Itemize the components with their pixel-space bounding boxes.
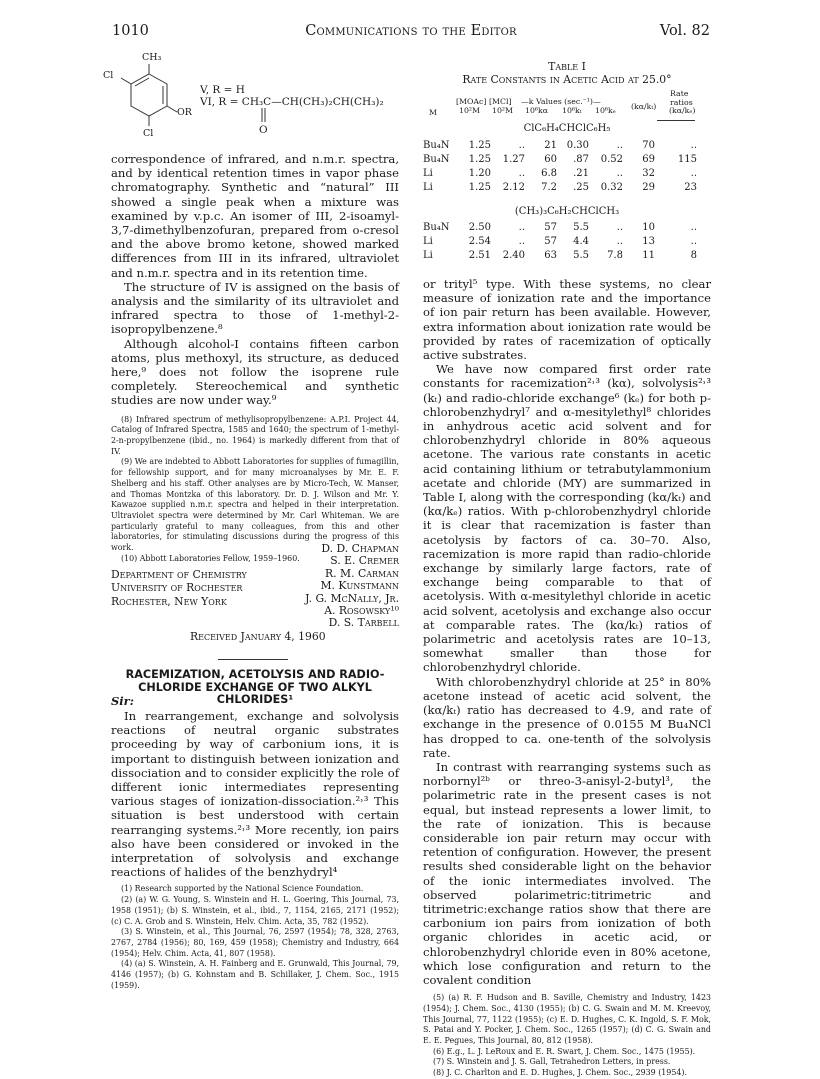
table-cell: 21 xyxy=(544,140,557,151)
table-cell: 32 xyxy=(642,168,655,179)
m-header: M xyxy=(429,108,437,117)
chloro-left-label: Cl xyxy=(103,70,114,81)
table-cell: 1.27 xyxy=(502,154,525,165)
paragraph: correspondence of infrared, and n.m.r. spectra, and by identical retention times in vapor phase chromatography. Synthetic and “natural” III showed a single peak when a mixture was examined by v.p.c. An isomer of III, 2-isoamyl-3,7-dimethylbenzofuran, prepared from o-cresol and the above bromo ketone, showed marked differences from III in its infrared, ultraviolet and n.m.r. spectra and in its retention time. xyxy=(111,152,399,280)
table-row xyxy=(423,250,711,263)
k-values-header: —k Values (sec.⁻¹)— xyxy=(521,97,601,106)
ratio-alpha-e-header: (kα/kₑ) xyxy=(669,106,696,115)
table-cell: .. xyxy=(616,236,623,247)
k-t-header: 10⁶kₜ xyxy=(562,106,582,115)
paragraph: The structure of IV is assigned on the basis of analysis and the similarity of its ultraviolet and infrared spectra to those of 1-methyl-2-isopropylbenzene.⁸ xyxy=(111,279,399,337)
table-cell: 2.54 xyxy=(468,236,491,247)
table-caption: Rate Constants in Acetic Acid at 25.0° xyxy=(462,73,672,86)
page-number: 1010 xyxy=(112,23,149,39)
affiliation xyxy=(111,568,247,608)
author-name: R. M. Carman xyxy=(325,566,399,580)
left-column xyxy=(111,152,399,568)
table-cell: 70 xyxy=(642,140,655,151)
paragraph: In rearrangement, exchange and solvolysis reactions of neutral organic substrates proceeding by way of carbonium ions, it is important to distinguish between ionization and dissociation and to consider explicitly the role of different ionic intermediates representing various stages of ionization-dissociation.²˒³ This situation is best understood with certain rearranging systems.²˒³ More recently, ion pairs also have been considered or invoked in the interpretation of solvolysis and exchange reactions of halides of the benzhydryl⁴ xyxy=(111,709,399,880)
header-rule xyxy=(657,120,695,121)
table-cell: 2.12 xyxy=(502,182,525,193)
carbonyl-oxygen-label: O xyxy=(259,124,268,136)
paragraph: Although alcohol-I contains fifteen carbon atoms, plus methoxyl, its structure, as deduced here,⁹ does not follow the isoprene rule completely. Stereochemical and synthetic studies are now under way.⁹ xyxy=(111,336,399,408)
table-cell: 60 xyxy=(544,154,557,165)
footnote: (6) E.g., L. J. LeRoux and E. R. Swart, J. Chem. Soc., 1475 (1955). xyxy=(433,1046,696,1056)
table-cell: .. xyxy=(690,140,697,151)
table-row xyxy=(423,222,711,235)
compound-vi-label: VI, R = CH₃C—CH(CH₃)₂CH(CH₃)₂ xyxy=(200,96,384,108)
table-cell: 13 xyxy=(642,236,655,247)
table-cell: 2.51 xyxy=(468,250,491,261)
table-cell: 1.25 xyxy=(468,154,491,165)
author-name: D. S. Tarbell xyxy=(328,616,399,630)
paragraph: In contrast with rearranging systems such as norbornyl²ᵇ or threo-3-anisyl-2-butyl³, the polarimetric rate in the present cases is not equal, but instead represents a lower limit, to the rate of ionization. This is because considerable ion pair return may occur with retention of configuration. However, the present results shed considerable light on the behavior of the ionic intermediates involved. The observed polarimetric:titrimetric and titrimetric:exchange ratios show that there are carbonium ion pairs from ionization of both organic chlorides in acetic acid, or chlorobenzhydryl chloride even in 80% acetone, which lose configuration and return to the covalent condition xyxy=(423,759,711,987)
table-cell: .. xyxy=(518,222,525,233)
section-divider xyxy=(218,659,288,660)
table-cell: 69 xyxy=(642,154,655,165)
affiliation-line: Department of Chemistry xyxy=(111,568,247,581)
journal-section-title: Communications to the Editor xyxy=(305,23,517,39)
table-cell: 8 xyxy=(690,250,697,261)
compound-v-label: V, R = H xyxy=(200,84,245,96)
chemical-structure xyxy=(103,52,399,152)
footnote: (2) (a) W. G. Young, S. Winstein and H. L. Goering, This Journal, 73, 1958 (1951); (b) S. Winstein, et al., ibid., 7, 1154, 2165, 2171 (1952); (c) C. A. Grob and S. Winstein, Helv. Chim. Acta, 35, 782 (1952). xyxy=(111,895,399,926)
chloro-bottom-label: Cl xyxy=(143,128,154,139)
footnote: (8) Infrared spectrum of methylisopropylbenzene: A.P.I. Project 44, Catalog of Infrared Spectra, 1585 and 1640; the spectrum of 1-methyl-2-n-propylbenzene (ibid., no. 1964) is markedly different from that of IV. xyxy=(111,414,399,456)
table-cell: .. xyxy=(616,168,623,179)
or-group-label: OR xyxy=(177,107,192,118)
k-alpha-header: 10⁶kα xyxy=(525,106,549,115)
moac-unit: 10²M xyxy=(459,106,481,115)
ratio-alpha-t-header: (kα/kₜ) xyxy=(631,102,657,111)
footnote: (8) J. C. Charlton and E. D. Hughes, J. Chem. Soc., 2939 (1954). xyxy=(433,1068,687,1078)
table-cell: .. xyxy=(518,140,525,151)
footnote: (9) We are indebted to Abbott Laboratories for supplies of fumagillin, for fellowship support, and for many microanalyses by Mr. E. F. Shelberg and his staff. Other analyses are by Micro-Tech, W. Manser, and Thomas Montzka of this laboratory. Dr. D. J. Wilson and Mr. Y. Kawazoe supplied n.m.r. spectra and helped in their interpretation. Ultraviolet spectra were determined by Mr. Carl Whiteman. We are particularly grateful to many colleagues, from this and other laboratories, for stimulating discussions during the progress of this work. xyxy=(111,457,399,553)
table-cell: 5.5 xyxy=(573,250,589,261)
running-header xyxy=(112,23,710,43)
paragraph: We have now compared first order rate constants for racemization²˒³ (kα), solvolysis²˒³ (kₜ) and radio-chloride exchange⁶ (kₑ) for both p-chlorobenzhydryl⁷ and α-mesitylethyl⁸ chlorides in anhydrous acetic acid solvent and for chlorobenzhydryl chloride in 80% aqueous acetone. The various rate constants in acetic acid containing lithium or tetrabutylammonium acetate and chloride (MY) are summarized in Table I, along with the corresponding (kα/kₜ) and (kα/kₑ) ratios. With p-chlorobenzhydryl chloride it is clear that racemization is faster than acetolysis by factors of ca. 30–70. Also, racemization is more rapid than radio-chloride exchange by similarly large factors, rate of exchange being comparable to that of acetolysis. With α-mesitylethyl chloride in acetic acid solvent, acetolysis and exchange also occur at comparable rates. The (kα/kₜ) ratios of polarimetric and acetolysis rates are 10–13, somewhat smaller than those for chlorobenzhydryl chloride. xyxy=(423,362,711,675)
footnote: (7) S. Winstein and J. S. Gall, Tetrahedron Letters, in press. xyxy=(433,1057,671,1067)
table-section-heading: (CH₃)₃C₆H₂CHClCH₃ xyxy=(514,206,620,217)
table-cell: Bu₄N xyxy=(423,154,450,165)
table-cell: .. xyxy=(690,222,697,233)
author-name: A. Rosowsky¹⁰ xyxy=(324,604,399,618)
author-name: D. D. Chapman xyxy=(321,542,399,555)
table-cell: 0.52 xyxy=(600,154,623,165)
author-name: J. G. McNally, Jr. xyxy=(305,591,399,605)
table-cell: .25 xyxy=(573,182,589,193)
article-body-left xyxy=(111,709,399,991)
table-section-heading: ClC₆H₄CHClC₆H₅ xyxy=(523,123,611,134)
table-cell: .. xyxy=(690,168,697,179)
footnote: (4) (a) S. Winstein, A. H. Fainberg and E. Grunwald, This Journal, 79, 4146 (1957); (b) G. Kohnstam and B. Schillaker, J. Chem. Soc., 1915 (1959). xyxy=(111,959,399,990)
table-cell: 1.20 xyxy=(468,168,491,179)
affiliation-line: Rochester, New York xyxy=(111,594,227,608)
table-header xyxy=(423,88,711,122)
right-column xyxy=(423,277,711,1079)
table-cell: 57 xyxy=(544,222,557,233)
table-cell: Bu₄N xyxy=(423,222,450,233)
table-row xyxy=(423,140,711,153)
table-cell: 0.30 xyxy=(566,140,589,151)
footnote: (5) (a) R. F. Hudson and B. Saville, Chemistry and Industry, 1423 (1954); J. Chem. Soc., 4130 (1955); (b) C. G. Swain and M. M. Kreevoy, This Journal, 77, 1122 (1955); (c) E. D. Hughes, C. K. Ingold, S. F. Mok, S. Patai and Y. Pocker, J. Chem. Soc., 1265 (1957); (d) C. G. Swain and E. E. Pegues, This Journal, 80, 812 (1958). xyxy=(423,993,711,1045)
table-cell: 115 xyxy=(677,154,697,165)
table-cell: .21 xyxy=(573,168,589,179)
table-cell: .. xyxy=(616,222,623,233)
mcl-header: [MCl] xyxy=(489,97,512,106)
paragraph: With chlorobenzhydryl chloride at 25° in 80% acetone instead of acetic acid solvent, the (kα/kₜ) ratio has decreased to 4.9, and rate of exchange in the presence of 0.0155 M Bu₄NCl has dropped to ca. one-tenth of the solvolysis rate. xyxy=(423,674,711,760)
volume-label: Vol. 82 xyxy=(659,23,710,39)
methyl-group-label: CH₃ xyxy=(142,52,162,63)
k-e-header: 10⁶kₑ xyxy=(595,106,616,115)
author-name: M. Kunstmann xyxy=(320,579,399,593)
article-title: RACEMIZATION, ACETOLYSIS AND RADIO-CHLORIDE EXCHANGE OF TWO ALKYL CHLORIDES¹ xyxy=(125,668,385,707)
table-row xyxy=(423,154,711,167)
table-cell: Li xyxy=(423,250,433,261)
table-cell: .. xyxy=(518,168,525,179)
table-label: Table I xyxy=(548,60,586,73)
footnote: (1) Research supported by the National Science Foundation. xyxy=(121,884,364,894)
table-cell: 4.4 xyxy=(573,236,589,247)
table-cell: Bu₄N xyxy=(423,140,450,151)
table-cell: 63 xyxy=(544,250,557,261)
table-cell: 2.50 xyxy=(468,222,491,233)
footnote: (3) S. Winstein, et al., This Journal, 76, 2597 (1954); 78, 328, 2763, 2767, 2784 (1956); 80, 169, 459 (1958); Chemistry and Industry, 664 (1954); Helv. Chim. Acta, 41, 807 (1958). xyxy=(111,927,399,958)
table-cell: 2.40 xyxy=(502,250,525,261)
table-cell: 1.25 xyxy=(468,182,491,193)
table-cell: 57 xyxy=(544,236,557,247)
table-cell: 1.25 xyxy=(468,140,491,151)
table-cell: .87 xyxy=(573,154,589,165)
table-cell: 7.2 xyxy=(541,182,557,193)
table-cell: .. xyxy=(690,236,697,247)
table-cell: 10 xyxy=(642,222,655,233)
table-row xyxy=(423,236,711,249)
table-cell: Li xyxy=(423,168,433,179)
table-cell: Li xyxy=(423,182,433,193)
table-row xyxy=(423,182,711,195)
table-cell: Li xyxy=(423,236,433,247)
table-cell: 7.8 xyxy=(607,250,623,261)
table-cell: 0.32 xyxy=(600,182,623,193)
ratios-header: Rate ratios xyxy=(670,89,693,107)
received-date: Received January 4, 1960 xyxy=(190,630,326,643)
table-cell: 29 xyxy=(642,182,655,193)
moac-header: [MOAc] xyxy=(456,97,487,106)
table-cell: .. xyxy=(518,236,525,247)
mcl-unit: 10²M xyxy=(492,106,514,115)
table-cell: 5.5 xyxy=(573,222,589,233)
author-name: S. E. Cremer xyxy=(330,554,399,568)
table-cell: 23 xyxy=(684,182,697,193)
table-row xyxy=(423,168,711,181)
paragraph: or trityl⁵ type. With these systems, no clear measure of ionization rate and the importance of ion pair return has been available. However, extra information about ionization rate would be provided by rates of racemization of optically active substrates. xyxy=(423,277,711,363)
affiliation-line: University of Rochester xyxy=(111,581,243,595)
table-cell: .. xyxy=(616,140,623,151)
table-cell: 11 xyxy=(642,250,655,261)
table-cell: 6.8 xyxy=(541,168,557,179)
footnote: (10) Abbott Laboratories Fellow, 1959–1960. xyxy=(121,553,300,563)
salutation: Sir: xyxy=(111,694,134,708)
author-names xyxy=(305,543,399,630)
